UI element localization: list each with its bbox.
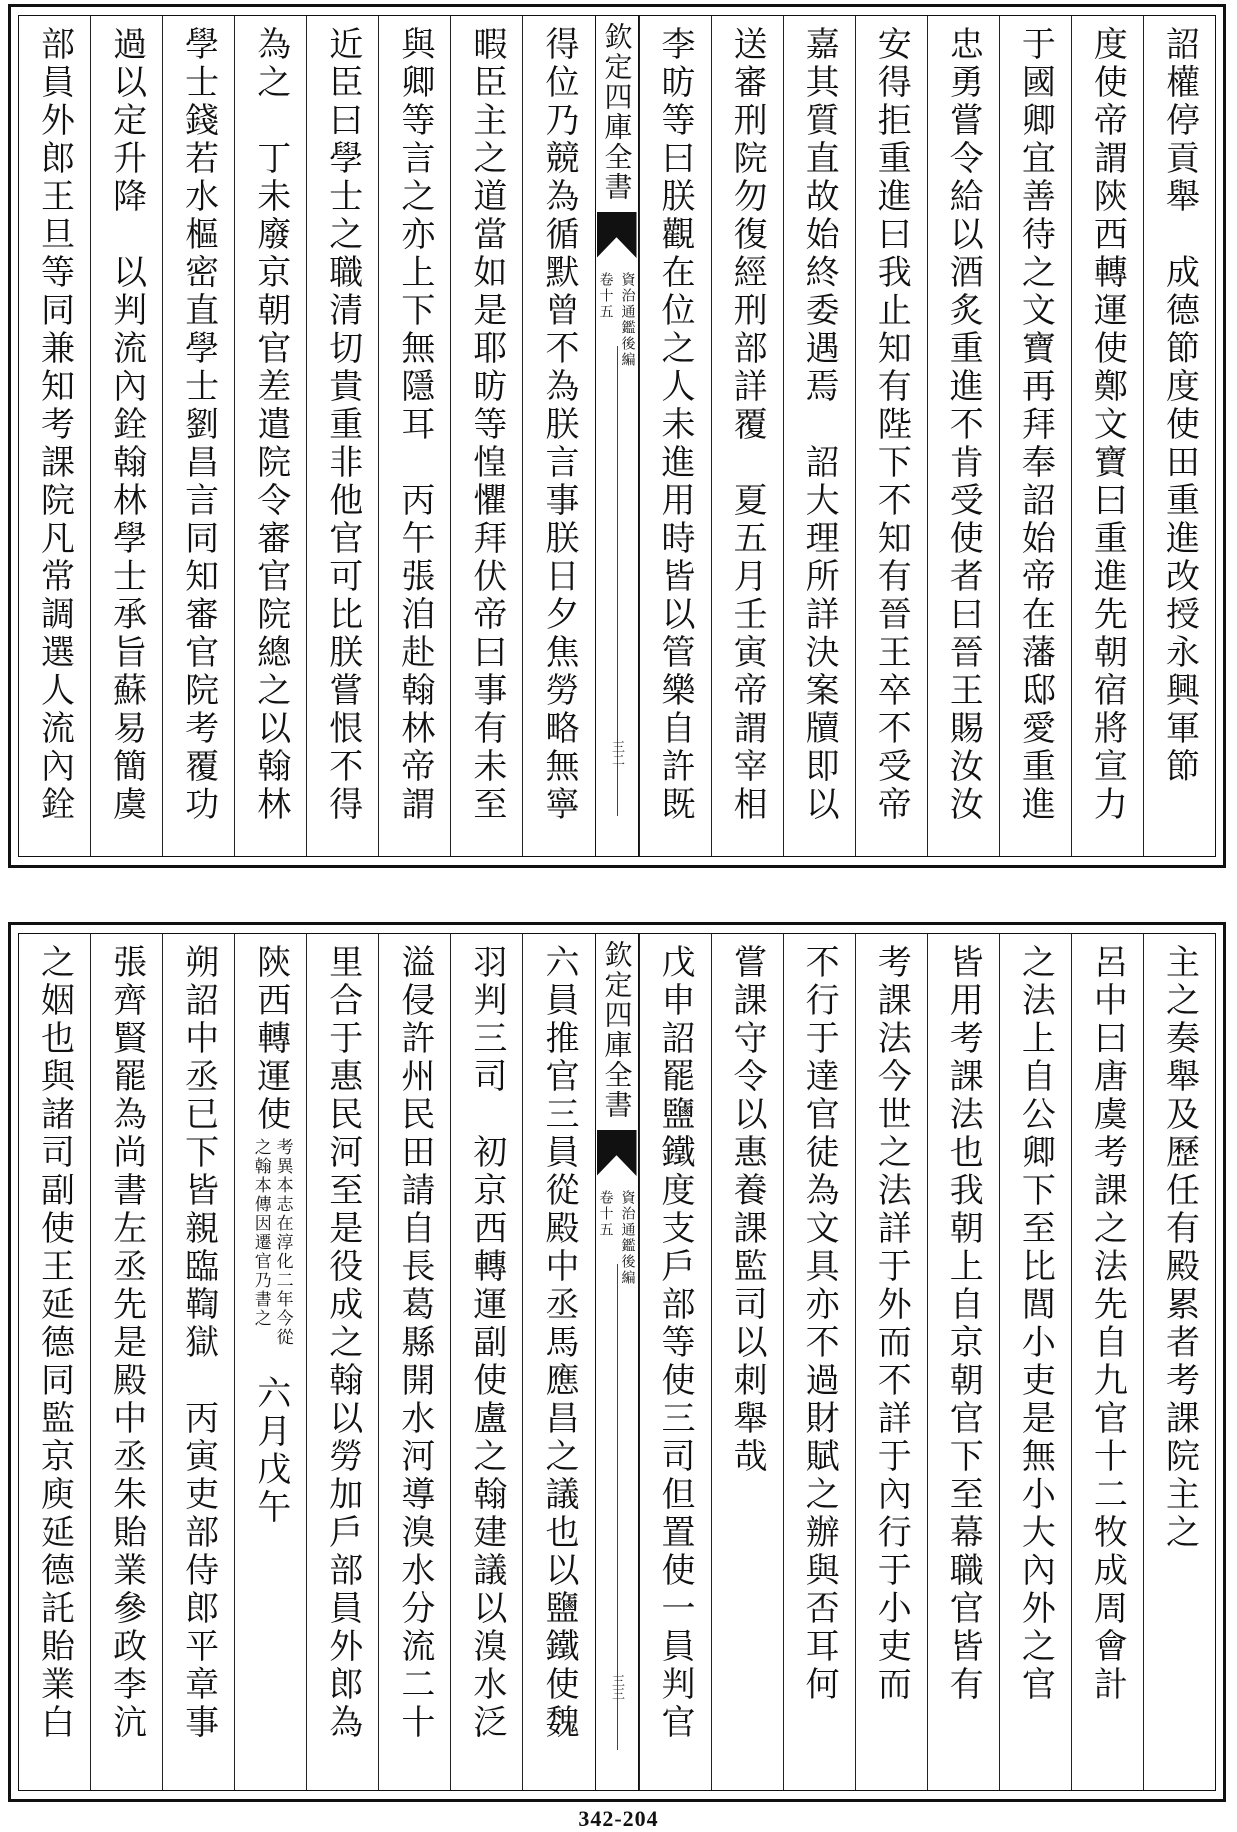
bottom-page-text-area: [18, 933, 1216, 1791]
column-text: 詔權停貢舉 成德節度使田重進改授永興軍節: [1159, 26, 1200, 786]
text-column: [19, 934, 90, 1790]
note-line: 之翰本傳因遷官乃書之: [250, 1138, 271, 1328]
column-text: 過以定升降 以判流內銓翰林學士承旨蘇易簡虞: [106, 26, 147, 824]
gutter-book-title: 資治通鑑後編: [619, 272, 636, 368]
text-column: [19, 16, 90, 856]
column-text: 嘗課守令以惠養課監司以刺舉哉: [727, 944, 768, 1476]
column-text: 度使帝謂陝西轉運使鄭文寶曰重進先朝宿將宣力: [1087, 26, 1128, 824]
text-column: [306, 934, 378, 1790]
text-column: [1071, 16, 1143, 856]
column-text: 戊申詔罷鹽鐵度支戶部等使三司但置使一員判官: [655, 944, 696, 1742]
top-page-text-area: [18, 15, 1216, 857]
center-gutter: [595, 934, 639, 1790]
gutter-volume: 卷十五: [597, 1190, 614, 1238]
text-column: [162, 934, 234, 1790]
column-text: 考課法今世之法詳于外而不詳于內行于小吏而: [871, 944, 912, 1704]
text-column: [639, 934, 711, 1790]
column-text: 李昉等曰朕觀在位之人未進用時皆以管樂自許既: [655, 26, 696, 824]
column-text: 朔詔中丞已下皆親臨鞫獄 丙寅吏部侍郎平章事: [178, 944, 219, 1742]
text-column: [711, 934, 783, 1790]
text-column: [999, 934, 1071, 1790]
column-text: 陝西轉運使: [250, 944, 291, 1134]
column-text: 羽判三司 初京西轉運副使盧之翰建議以溴水泛: [466, 944, 507, 1742]
column-text: 得位乃競為循默曾不為朕言事朕日夕焦勞略無寧: [538, 26, 579, 824]
text-column: [522, 934, 594, 1790]
column-text: 張齊賢罷為尚書左丞先是殿中丞朱貽業參政李沆: [106, 944, 147, 1742]
text-column: [783, 16, 855, 856]
fishtail-mark-icon: [597, 212, 637, 258]
folio-number: 三三: [609, 1674, 624, 1700]
interlinear-note: [251, 1138, 291, 1347]
text-column: [783, 934, 855, 1790]
gutter-book-title: 資治通鑑後編: [619, 1190, 636, 1286]
text-column: [855, 16, 927, 856]
text-column: [1143, 934, 1215, 1790]
text-column: [711, 16, 783, 856]
text-column-with-note: [234, 934, 306, 1790]
gutter-title: 欽定四庫全書: [600, 22, 634, 202]
text-column: [450, 16, 522, 856]
text-column: [522, 16, 594, 856]
gutter-volume: 卷十五: [597, 272, 614, 320]
column-text: 里合于惠民河至是役成之翰以勞加戶部員外郎為: [322, 944, 363, 1742]
text-column: [162, 16, 234, 856]
column-text: 主之奏舉及歷任有殿累者考課院主之: [1159, 944, 1200, 1552]
column-text: 呂中曰唐虞考課之法先自九官十二牧成周會計: [1087, 944, 1128, 1704]
page-number: 342-204: [578, 1806, 659, 1831]
text-column: [999, 16, 1071, 856]
folio-number: 三二: [609, 740, 624, 766]
text-column: [90, 934, 162, 1790]
column-text: 為之 丁未廢京朝官差遣院令審官院總之以翰林: [250, 26, 291, 824]
column-text: 近臣曰學士之職清切貴重非他官可比朕嘗恨不得: [322, 26, 363, 824]
column-text: 之法上自公卿下至比閭小吏是無小大內外之官: [1015, 944, 1056, 1704]
text-column: [234, 16, 306, 856]
column-text: 之姻也與諸司副使王延德同監京庾延德託貽業白: [34, 944, 75, 1742]
column-text: 嘉其質直故始終委遇焉 詔大理所詳決案牘即以: [799, 26, 840, 824]
text-column: [90, 16, 162, 856]
column-text: 送審刑院勿復經刑部詳覆 夏五月壬寅帝謂宰相: [727, 26, 768, 824]
text-column: [306, 16, 378, 856]
gutter-title: 欽定四庫全書: [600, 940, 634, 1120]
column-text: 部員外郎王旦等同兼知考課院凡常調選人流內銓: [34, 26, 75, 824]
column-text: 學士錢若水樞密直學士劉昌言同知審官院考覆功: [178, 26, 219, 824]
column-text: 與卿等言之亦上下無隱耳 丙午張洎赴翰林帝謂: [394, 26, 435, 824]
bottom-page-frame: [8, 922, 1226, 1802]
column-text: 六月戊午: [250, 1375, 291, 1527]
fishtail-mark-icon: [597, 1130, 637, 1176]
column-text: 于國卿宜善待之文寶再拜奉詔始帝在藩邸愛重進: [1015, 26, 1056, 824]
text-column: [378, 16, 450, 856]
text-column: [1071, 934, 1143, 1790]
column-text: 忠勇嘗令給以酒炙重進不肯受使者曰晉王賜汝汝: [943, 26, 984, 824]
text-column: [855, 934, 927, 1790]
center-gutter: [595, 16, 639, 856]
top-page-frame: [8, 4, 1226, 868]
column-text: 安得拒重進曰我止知有陛下不知有晉王卒不受帝: [871, 26, 912, 824]
column-text: 溢侵許州民田請自長葛縣開水河導溴水分流二十: [394, 944, 435, 1742]
text-column: [378, 934, 450, 1790]
text-column: [927, 16, 999, 856]
column-text: 六員推官三員從殿中丞馬應昌之議也以鹽鐵使魏: [538, 944, 579, 1742]
text-column: [927, 934, 999, 1790]
text-column: [1143, 16, 1215, 856]
column-text: 皆用考課法也我朝上自京朝官下至幕職官皆有: [943, 944, 984, 1704]
column-text: 暇臣主之道當如是耶昉等惶懼拜伏帝曰事有未至: [466, 26, 507, 824]
text-column: [450, 934, 522, 1790]
note-line: 考異本志在淳化二年今從: [272, 1138, 293, 1347]
text-column: [639, 16, 711, 856]
column-text: 不行于達官徒為文具亦不過財賦之辦與否耳何: [799, 944, 840, 1704]
